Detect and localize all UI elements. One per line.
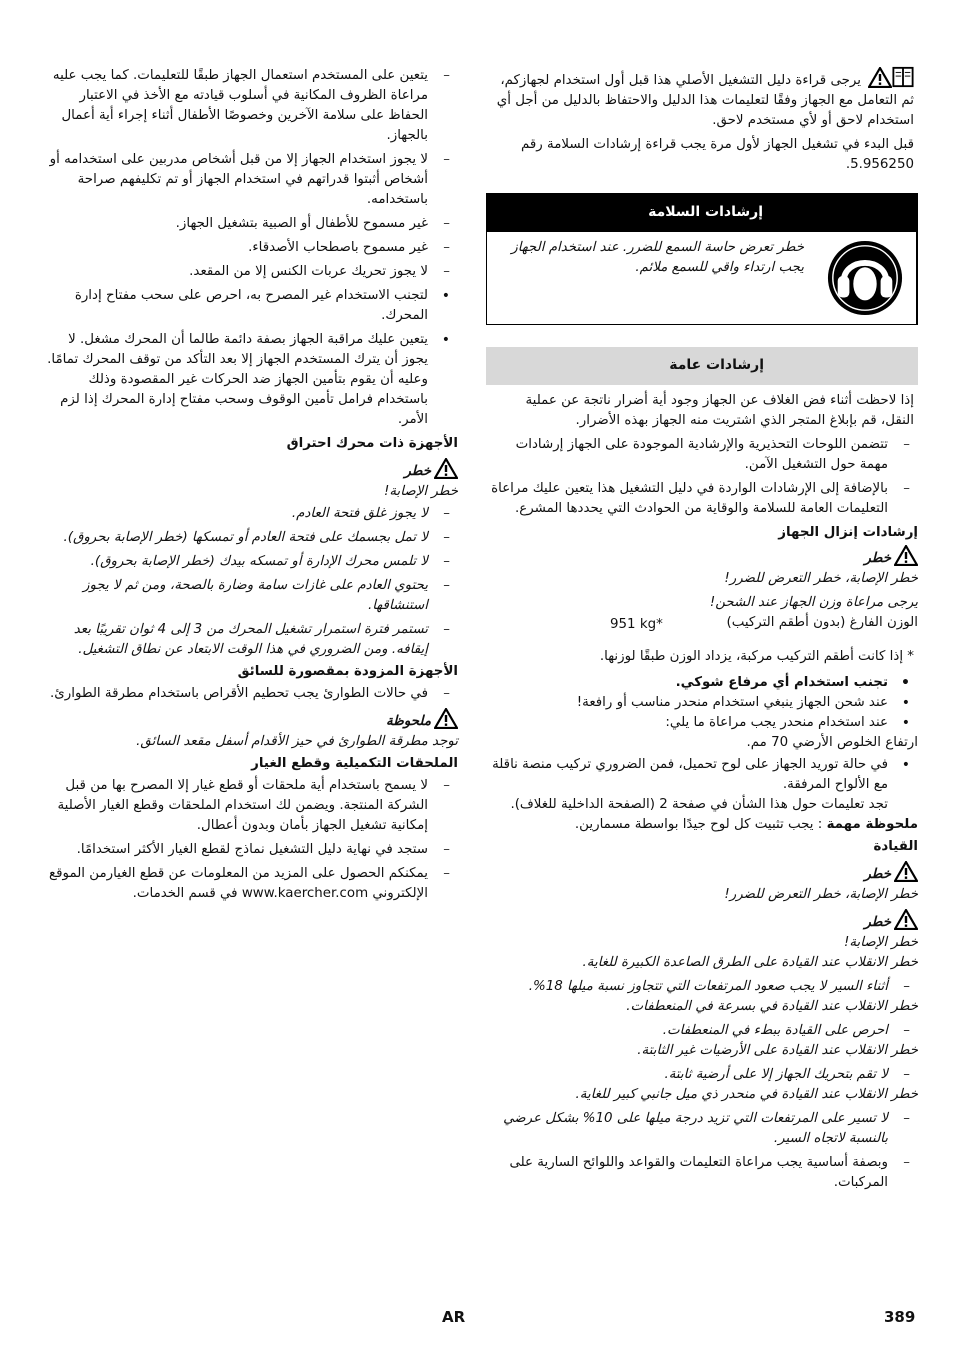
warning-triangle-icon bbox=[894, 909, 918, 930]
safety-text: خطر تعرض حاسة السمع للضرر. عند استخدام الجهاز يجب ارتداء واقي للسمع ملائم. bbox=[511, 240, 804, 275]
warning-triangle-icon bbox=[434, 458, 458, 479]
warning-triangle-icon bbox=[868, 67, 892, 88]
list-item: – لا تلمس محرك الإدارة أو تمسكه بيدك (خطر الإصابة بحروق). bbox=[44, 552, 458, 572]
left-column bbox=[44, 66, 458, 904]
danger-label: خطر bbox=[486, 909, 918, 933]
weight-value: 951 kg* bbox=[610, 617, 663, 632]
danger-label: خطر bbox=[486, 861, 918, 885]
combustion-warning: خطر الإصابة! bbox=[384, 484, 458, 499]
weight-label: الوزن الفارغ (بدون أطقم التركيب) bbox=[726, 615, 918, 630]
safety-title: إرشادات السلامة bbox=[487, 194, 917, 232]
right-column bbox=[486, 66, 918, 1193]
driving-warning: خطر الإصابة! bbox=[844, 935, 918, 950]
list-item: – تتضمن اللوحات التحذيرية والإرشادية الموجودة على الجهاز إرشادات مهمة حول التشغيل الآمن. bbox=[486, 435, 918, 475]
driving-risk: خطر الانقلاب عند القيادة على الطرق الصاعدة الكبيرة للغاية. bbox=[582, 955, 918, 970]
footer-language: AR bbox=[442, 1308, 466, 1326]
list-item: • عند استخدام منحدر يجب مراعاة ما يلي: bbox=[486, 713, 918, 733]
list-item: – لا يجوز استخدام الجهاز إلا من قبل أشخاص مدربين على استخدامه أو أشخاص أثبتوا قدراتهم في استخدام الجهاز أو تم تكليفهم صراحة باستخدامه. bbox=[44, 150, 458, 210]
safety-row bbox=[487, 232, 917, 324]
list-item: – يتعين على المستخدم استعمال الجهاز طبقًا للتعليمات. كما يجب عليه مراعاة الظروف المكانية في أسلوب قيادته مع الأخذ في الاعتبار الحفاظ على سلامة الآخرين وخصوصًا الأطفال أثناء إجراء أية أعمال بالجهاز. bbox=[44, 66, 458, 146]
list-item: – وبصفة أساسية يجب مراعاة التعليمات والقواعد واللوائح السارية على المركبات. bbox=[486, 1153, 918, 1193]
intro-paragraph: يرجى قراءة دليل التشغيل الأصلي هذا قبل أول استخدام لجهازكم، ثم التعامل مع الجهاز وفقًا لتعليمات هذا الدليل والاحتفاظ بالدليل من أجل أي استخدام لاحق أو لأي مستخدم لاحق. bbox=[486, 66, 918, 131]
accessories-title: الملحقات التكميلية وقطع الغيار bbox=[251, 756, 458, 771]
important-note: ملحوظة مهمة : يجب تثبيت كل لوح جيدًا بواسطة مسمارين. bbox=[574, 817, 918, 832]
safety-box bbox=[486, 193, 918, 325]
driving-warning: خطر الإصابة، خطر التعرض للضرر! bbox=[724, 887, 918, 902]
list-item: – لا يسمح باستخدام أية ملحقات أو قطع غيار إلا المصرح بها من قبل الشركة المنتجة. ويضمن لك استخدام الملحقات وقطع الغيار الأصلية إمكانية تشغيل الجهاز بأمان وبدون أعطال. bbox=[44, 776, 458, 836]
list-item: – بالإضافة إلى الإرشادات الواردة في دليل التشغيل هذا يتعين عليك مراعاة التعليمات العامة للسلامة والوقاية من الحوادث التي يحددها المشرع. bbox=[486, 479, 918, 519]
list-item: – لا تسير على المرتفعات التي تزيد درجة ميلها على 10% بشكل عرضي بالنسبة لاتجاه السير. bbox=[486, 1109, 918, 1149]
list-item: – احرص على القيادة ببطء في المنعطفات. bbox=[486, 1021, 918, 1041]
list-item: – تستمر فترة استمرار تشغيل المحرك من 3 إلى 4 ثوان تقريبًا بعد إيقافه. ومن الضروري في هذا الوقت الابتعاد عن نطاق التشغيل. bbox=[44, 620, 458, 660]
list-item: – في حالات الطوارئ يجب تحطيم الأقراص باستخدام مطرقة الطوارئ. bbox=[44, 684, 458, 704]
danger-label: خطر bbox=[486, 545, 918, 569]
danger-label: خطر bbox=[44, 458, 458, 482]
intro-icons bbox=[865, 66, 914, 91]
ear-protection-icon bbox=[826, 239, 904, 317]
pallet-note: تجد تعليمات حول هذا الشأن في صفحة 2 (الصفحة الداخلية للغلاف). bbox=[510, 797, 888, 812]
list-item: – يحتوي العادم على غازات سامة وضارة بالصحة، ومن ثم لا يجوز استنشاقها. bbox=[44, 576, 458, 616]
note-label: ملحوظة bbox=[44, 708, 458, 732]
ear-protection-cell bbox=[814, 232, 917, 324]
weight-note: * إذا كانت أطقم التركيب مركبة، يزداد الوزن طبقًا لوزنها. bbox=[599, 649, 914, 664]
driving-risk: خطر الانقلاب عند القيادة على الأرضيات غير الثابتة. bbox=[637, 1043, 918, 1058]
list-item: • يتعين عليك مراقبة الجهاز بصفة دائمة طالما أن المحرك مشغل. لا يجوز أن يترك المستخدم الجهاز إلا بعد التأكد من توقف المحرك تمامًا. وعليه أن يقوم بتأمين الجهاز ضد الحركات غير المقصودة وذلك باستخدام فرامل تأمين الوقوف وسحب مفتاح إدارة المحرك إذا لزم الأمر. bbox=[44, 330, 458, 430]
driver-cab-title: الأجهزة المزودة بمقصورة للسائق bbox=[237, 664, 458, 679]
driving-risk: خطر الانقلاب عند القيادة في منحدر ذي ميل جانبي كبير للغاية. bbox=[575, 1087, 918, 1102]
list-item: • لتجنب الاستخدام غير المصرح به، احرص على سحب مفتاح إدارة المحرك. bbox=[44, 286, 458, 326]
intro-safety-ref: قبل البدء في تشغيل الجهاز لأول مرة يجب قراءة إرشادات السلامة رقم 5.956250. bbox=[520, 137, 914, 172]
list-item: – لا يجوز تحريك عربات الكنس إلا من المقعد. bbox=[44, 262, 458, 282]
driving-title: القيادة bbox=[873, 839, 918, 854]
book-icon bbox=[892, 66, 914, 88]
list-item: – لا يجوز غلق فتحة العادم. bbox=[44, 504, 458, 524]
list-item: – لا تمل بجسمك على فتحة العادم أو تمسكها (خطر الإصابة بحروق). bbox=[44, 528, 458, 548]
list-item: – أثناء السير لا يجب صعود المرتفعات التي تتجاوز نسبة ميلها 18%. bbox=[486, 977, 918, 997]
list-item: – غير مسموح للأطفال أو الصبية بتشغيل الجهاز. bbox=[44, 214, 458, 234]
unload-title: إرشادات إنزال الجهاز bbox=[778, 525, 918, 540]
general-paragraph: إذا لاحظت أثناء فض الغلاف عن الجهاز وجود أية أضرار ناتجة عن عملية النقل، قم بإبلاغ المتجر الذي اشتريت منه الجهاز بهذه الأضرار. bbox=[525, 393, 914, 428]
list-item: – لا تقم بتحريك الجهاز إلا على أرضية ثابتة. bbox=[486, 1065, 918, 1085]
unload-warning: خطر الإصابة، خطر التعرض للضرر! bbox=[724, 571, 918, 586]
list-item: – ستجد في نهاية دليل التشغيل نماذج لقطع الغيار الأكثر استخدامًا. bbox=[44, 840, 458, 860]
combustion-title: الأجهزة ذات محرك احتراق bbox=[286, 436, 458, 451]
unload-weight-warning: يرجى مراعاة وزن الجهاز عند الشحن! bbox=[709, 595, 918, 610]
list-item: • تجنب استخدام أي مرفاع شوكي. bbox=[486, 673, 918, 693]
list-item: • عند شحن الجهاز ينبغي استخدام منحدر مناسب أو رافعة! bbox=[486, 693, 918, 713]
weight-row bbox=[486, 613, 918, 639]
warning-triangle-icon bbox=[894, 861, 918, 882]
page-number: 389 bbox=[884, 1308, 916, 1326]
list-item: – غير مسموح باصطحاب الأصدقاء. bbox=[44, 238, 458, 258]
list-item: – يمكنكم الحصول على المزيد من المعلومات عن قطع الغيارمن الموقع الإلكتروني www.kaercher.com في قسم الخدمات. bbox=[44, 864, 458, 904]
warning-triangle-icon bbox=[894, 545, 918, 566]
hammer-note: توجد مطرقة الطوارئ في حيز الأقدام أسفل مقعد السائق. bbox=[136, 734, 458, 749]
driving-risk: خطر الانقلاب عند القيادة في بسرعة في المنعطفات. bbox=[626, 999, 918, 1014]
general-title: إرشادات عامة bbox=[486, 347, 918, 385]
clearance-text: ارتفاع الخلوص الأرضي 70 مم. bbox=[746, 735, 918, 750]
warning-triangle-icon bbox=[434, 708, 458, 729]
list-item: • في حالة توريد الجهاز على لوح تحميل، فمن الضروري تركيب منصة ناقلة مع الألواح المرفقة. bbox=[486, 755, 918, 795]
